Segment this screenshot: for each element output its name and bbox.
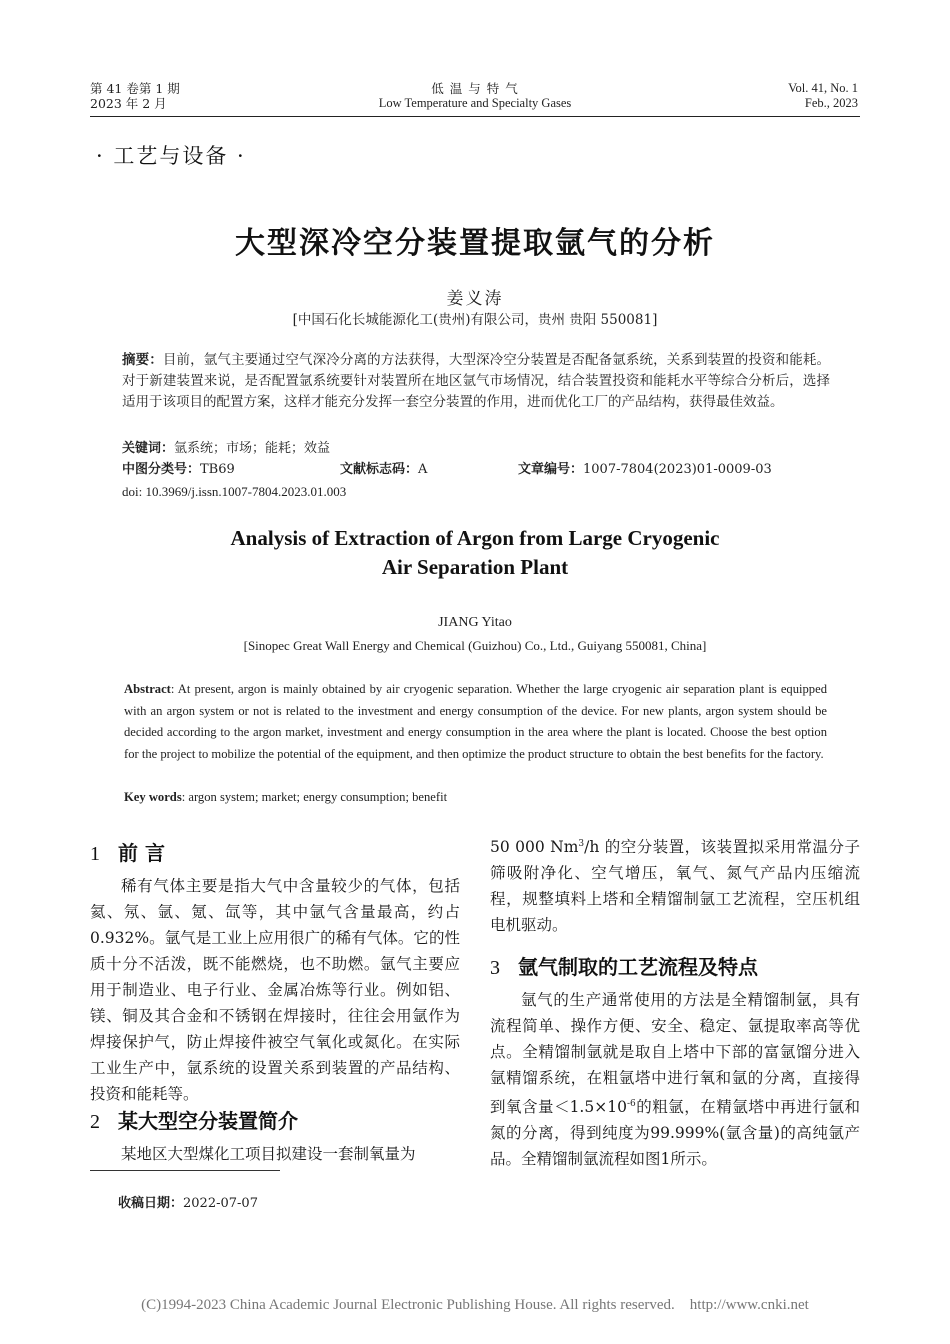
article-number (518, 461, 772, 479)
abstract-cn (122, 350, 830, 413)
clc-number (122, 461, 235, 479)
abstract-en-label: Abstract (124, 682, 171, 696)
section-3-body (490, 987, 860, 1172)
section-1-body (90, 873, 460, 1107)
clc-value: TB69 (200, 462, 235, 477)
clc-label: 中图分类号： (122, 462, 201, 477)
section-3-paragraph-b: 的粗氩，在精氩塔中再进行氩和氮的分离，得到纯度为99.999%(氩含量)的高纯氩产品。全精馏制氩流程如图1所示。 (490, 1098, 860, 1169)
section-3-number: 3 (490, 957, 500, 979)
author-cn: 姜义涛 (446, 289, 504, 309)
abstract-en (124, 679, 827, 765)
section-3-paragraph-a: 氩气的生产通常使用的方法是全精馏制氩，具有流程简单、操作方便、安全、稳定、氩提取率高等优点。全精馏制氩就是取自上塔中下部的富氩馏分进入氩精馏系统，在粗氩塔中进行氧和氩的分离，直接得到氧含量＜1.5×10 (490, 991, 860, 1117)
header-rule (90, 116, 860, 117)
keywords-cn-text: 氩系统；市场；能耗；效益 (174, 441, 331, 456)
section-2-paragraph-rest: /h 的空分装置，该装置拟采用常温分子筛吸附净化、空气增压，氧气、氮气产品内压缩流程，规整填料上塔和全精馏制氩工艺流程，空压机组电机驱动。 (490, 838, 860, 935)
header-vol-en: Vol. 41, No. 1 (788, 81, 858, 95)
received-date (118, 1192, 258, 1211)
keywords-en-label: Key words (124, 790, 182, 804)
section-2-paragraph-cont (490, 831, 860, 938)
doc-code-value: A (418, 462, 428, 477)
article-title-en-line2: Air Separation Plant (381, 555, 569, 579)
doc-code-label: 文献标志码： (340, 462, 419, 477)
abstract-en-text: : At present, argon is mainly obtained by air cryogenic separation. Whether the large cryogenic air separation plant is equipped with an argon system or not is related to the investment and energy consumption of the device. For new plants, argon system should be decided according to the argon market, investment and energy consumption in the area where the plant is located. Choose the best option for the project to mobilize the potential of the equipment, and then optimize the product structure to obtain the best benefits for the factory. (124, 682, 827, 761)
article-no-label: 文章编号： (518, 462, 584, 477)
keywords-en-text: : argon system; market; energy consumption; benefit (181, 790, 448, 804)
keywords-en (124, 787, 827, 809)
footnote-rule (90, 1170, 280, 1171)
section-1-heading (90, 837, 165, 866)
section-1-title: 前 言 (118, 841, 165, 865)
article-title-en-line1: Analysis of Extraction of Argon from Large Cryogenic (230, 526, 720, 550)
affiliation-en: [Sinopec Great Wall Energy and Chemical (Guizhou) Co., Ltd., Guiyang 550081, China] (243, 638, 707, 653)
author-en: JIANG Yitao (438, 615, 512, 630)
journal-name-en: Low Temperature and Specialty Gases (378, 96, 572, 110)
section-3-title: 氩气制取的工艺流程及特点 (518, 955, 758, 979)
abstract-cn-text: 目前，氩气主要通过空气深冷分离的方法获得，大型深冷空分装置是否配备氩系统，关系到装置的投资和能耗。对于新建装置来说，是否配置氩系统要针对装置所在地区氩气市场情况，结合装置投资和能耗水平等综合分析后，选择适用于该项目的配置方案，这样才能充分发挥一套空分装置的作用，进而优化工厂的产品结构，获得最佳效益。 (122, 352, 831, 410)
abstract-cn-label: 摘要： (122, 352, 163, 368)
article-title-cn: 大型深冷空分装置提取氩气的分析 (235, 226, 715, 261)
received-label: 收稿日期： (118, 1196, 184, 1211)
section-2-body-start (90, 1141, 460, 1167)
received-value: 2022-07-07 (183, 1196, 258, 1211)
journal-name-cn: 低 温 与 特 气 (431, 81, 519, 96)
section-1-paragraph: 稀有气体主要是指大气中含量较少的气体，包括氦、氖、氩、氪、氙等，其中氩气含量最高，约占0.932%。氩气是工业上应用很广的稀有气体。它的性质十分不活泼，既不能燃烧，也不助燃。氩气主要应用于制造业、电子行业、金属冶炼等行业。例如铝、镁、铜及其合金和不锈钢在焊接时，往往会用氩作为焊接保护气，防止焊接件被空气氧化或氮化。在实际工业生产中，氩系统的设置关系到装置的产品结构、投资和能耗等。 (90, 877, 460, 1103)
section-2-paragraph-start: 某地区大型煤化工项目拟建设一套制氧量为 (121, 1145, 416, 1163)
affiliation-cn: [中国石化长城能源化工(贵州)有限公司，贵州 贵阳 550081] (292, 312, 658, 328)
doi[interactable]: doi: 10.3969/j.issn.1007-7804.2023.01.003 (122, 484, 347, 499)
header-volume: 第 41 卷第 1 期 (90, 81, 180, 96)
copyright-notice: (C)1994-2023 China Academic Journal Electronic Publishing House. All rights reserved. http://www.cnki.net (141, 1297, 809, 1313)
capacity-value: 50 000 Nm (490, 838, 579, 857)
section-3-paragraph (490, 987, 860, 1172)
section-1-number: 1 (90, 843, 100, 865)
keywords-cn-label: 关键词： (122, 441, 175, 456)
article-no-value: 1007-7804(2023)01-0009-03 (583, 462, 772, 477)
header-date-en: Feb., 2023 (804, 96, 858, 110)
section-2-title: 某大型空分装置简介 (118, 1109, 298, 1133)
capacity-exponent: 3 (578, 839, 585, 849)
keywords-cn (122, 440, 330, 458)
section-2-heading (90, 1105, 298, 1134)
section-2-body-cont (490, 831, 860, 938)
section-tag: · 工艺与设备 · (96, 144, 246, 168)
header-date: 2023 年 2 月 (90, 96, 167, 111)
oxygen-limit-exponent: -6 (626, 1099, 636, 1109)
section-2-number: 2 (90, 1111, 100, 1133)
section-3-heading (490, 951, 758, 980)
document-code (340, 461, 427, 479)
